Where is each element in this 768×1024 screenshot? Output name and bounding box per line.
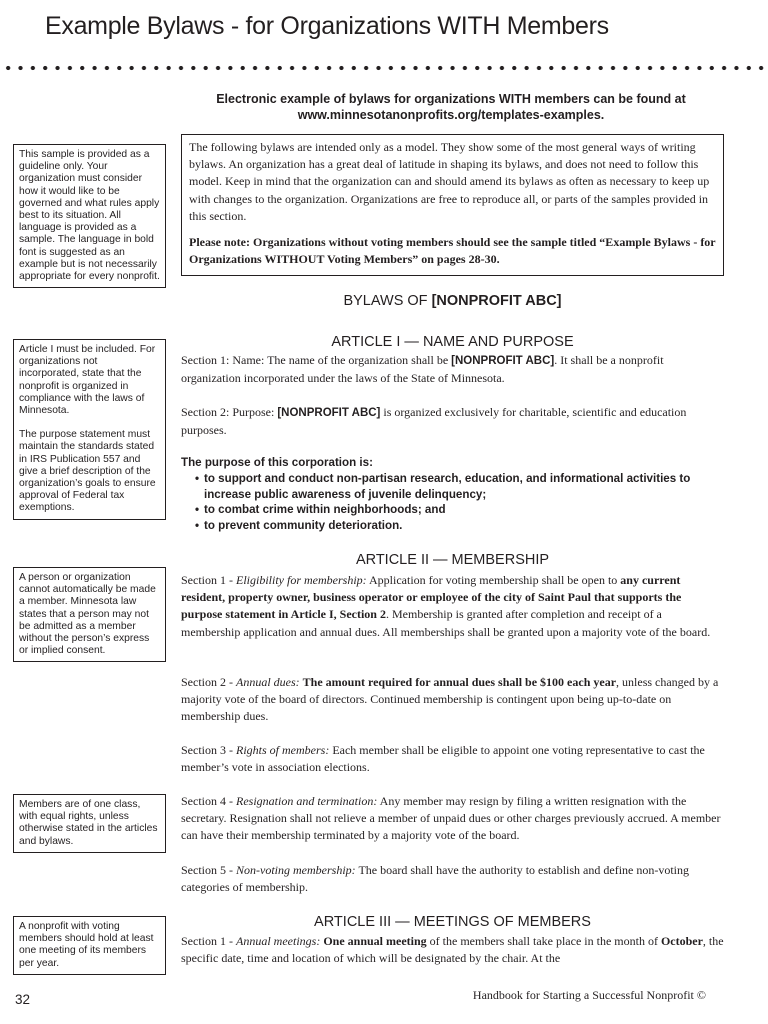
sidebar-note-text: A nonprofit with voting members should hold at least one meeting of its members per year. [19,921,154,969]
sidebar-note-text: The purpose statement must maintain the standards stated in IRS Publication 557 and give a brief description of the organization’s goals to ensure approval of Federal tax exemptions. [19,429,156,514]
article-iii-section-1 [181,933,724,967]
section-text: , unless changed by a majority vote of the board of directors. Continued membership is contingent upon being up-to-date on membership dues. [181,675,719,724]
org-name-placeholder: [NONPROFIT ABC] [277,407,381,419]
section-label: Section 1 - [181,934,236,948]
section-text: of the members shall take place in the month of [426,934,661,948]
purpose-statement [181,455,724,534]
section-label: Section 2: Purpose: [181,405,278,419]
section-label: Section 2 - [181,675,236,689]
section-title: Non-voting membership: [236,863,356,877]
section-text: The board shall have the authority to establish and define non-voting categories of membership. [181,863,690,895]
section-text: Any member may resign by filing a written resignation with the secretary. Resignation shall not relieve a member of unpaid dues or other charges previously accrued. A member can have their membership terminated by a majority vote of the board. [181,794,721,843]
section-bold-text: The amount required for annual dues shall be $100 each year [302,675,617,689]
article-ii-heading: ARTICLE II — MEMBERSHIP [355,552,550,568]
section-label: Section 1 - [181,573,236,587]
sidebar-note-text: Members are of one class, with equal rights, unless otherwise stated in the articles and bylaws. [19,799,158,847]
bylaws-heading [181,293,724,309]
bylaws-heading-prefix: BYLAWS OF [343,293,428,309]
page-title: Example Bylaws - for Organizations WITH Members [45,12,609,40]
sidebar-note-text: This sample is provided as a guideline only. Your organization must consider how it would like to be governed and what rules apply best to its situation. All language is provided as a sample. The language in bold font is suggested as an example but is not necessarily appropriate for every nonprofit. [19,149,160,283]
online-notice-url: www.minnesotanonprofits.org/templates-examples. [297,108,605,122]
footer-text: Handbook for Starting a Successful Nonprofit © [472,988,706,1002]
sidebar-note-consent [13,567,166,662]
section-title: Annual dues: [236,675,300,689]
purpose-list [181,471,724,534]
section-text: is organized exclusively for charitable, scientific and education purposes. [181,405,687,438]
purpose-list-item: • to support and conduct non-partisan research, education, and informational activities to increase public awareness of juvenile delinquency; [181,471,724,503]
section-text: . It shall be a nonprofit organization incorporated under the laws of the State of Minnesota. [181,353,664,386]
dotted-divider [2,64,768,72]
intro-text: The following bylaws are intended only as a model. They show some of the most general ways of writing bylaws. An organization has a great deal of latitude in shaping its bylaws, and does not need to follow this model. Keep in mind that the organization can and should amend its bylaws as often as necessary to keep up with changes to the organization. Organizations are free to reproduce all, or parts of the samples provided in this section. [189,140,710,223]
section-text: , the specific date, time and location of which will be designated by the chair. At the [181,934,724,966]
article-iii-heading: ARTICLE III — MEETINGS OF MEMBERS [314,914,591,930]
purpose-intro: The purpose of this corporation is: [181,456,373,469]
section-text: . Membership is granted after completion and receipt of a membership application and annual dues. All memberships shall be granted upon a majority vote of the board. [181,607,711,639]
article-i-heading: ARTICLE I — NAME AND PURPOSE [331,334,574,350]
section-label: Section 4 - [181,794,236,808]
online-notice-text: Electronic example of bylaws for organizations WITH members can be found at [216,92,686,106]
purpose-list-item: • to combat crime within neighborhoods; and [181,502,724,518]
intro-note: Please note: Organizations without voting members should see the sample titled “Example Bylaws - for Organizations WITHOUT Voting Members” on pages 28-30. [189,235,716,267]
sidebar-note-annual-meeting [13,916,166,975]
section-title: Annual meetings: [236,934,321,948]
section-text: Application for voting membership shall be open to [366,573,621,587]
section-bold-text: One annual meeting [323,934,427,948]
sidebar-note-text: Article I must be included. For organizations not incorporated, state that the nonprofit is organized in compliance with the laws of Minnesota. [19,344,156,417]
article-ii-section-4 [181,793,724,845]
online-example-notice [180,91,722,123]
section-bold-text: October [660,934,703,948]
sidebar-note-article-i [13,339,166,520]
section-label: Section 3 - [181,743,236,757]
section-title: Resignation and termination: [236,794,378,808]
sidebar-note-text: A person or organization cannot automatically be made a member. Minnesota law states that a person may not be admitted as a member without the person’s express or implied consent. [19,572,156,657]
article-ii-section-5 [181,862,724,896]
article-i-section-2 [181,404,724,439]
article-i-section-1 [181,352,724,387]
purpose-list-item: • to prevent community deterioration. [181,518,724,534]
sidebar-note-guideline [13,144,166,288]
article-ii-section-1 [181,572,724,641]
section-title: Rights of members: [236,743,330,757]
section-label: Section 1: Name: The name of the organization shall be [181,353,452,367]
intro-box [181,134,724,276]
section-title: Eligibility for membership: [236,573,367,587]
page-number: 32 [15,992,31,1007]
org-name-placeholder: [NONPROFIT ABC] [451,355,555,367]
article-ii-section-3 [181,742,724,776]
section-bold-text: any current resident, property owner, business operator or employee of the city of Saint Paul that supports the purpose statement in Article I, Section 2 [181,573,682,622]
section-text: Each member shall be eligible to appoint one voting representative to cast the member’s vote in association elections. [181,743,705,775]
section-label: Section 5 - [181,863,236,877]
article-ii-section-2 [181,674,724,726]
sidebar-note-member-class [13,794,166,853]
bylaws-org-name: [NONPROFIT ABC] [431,293,562,309]
